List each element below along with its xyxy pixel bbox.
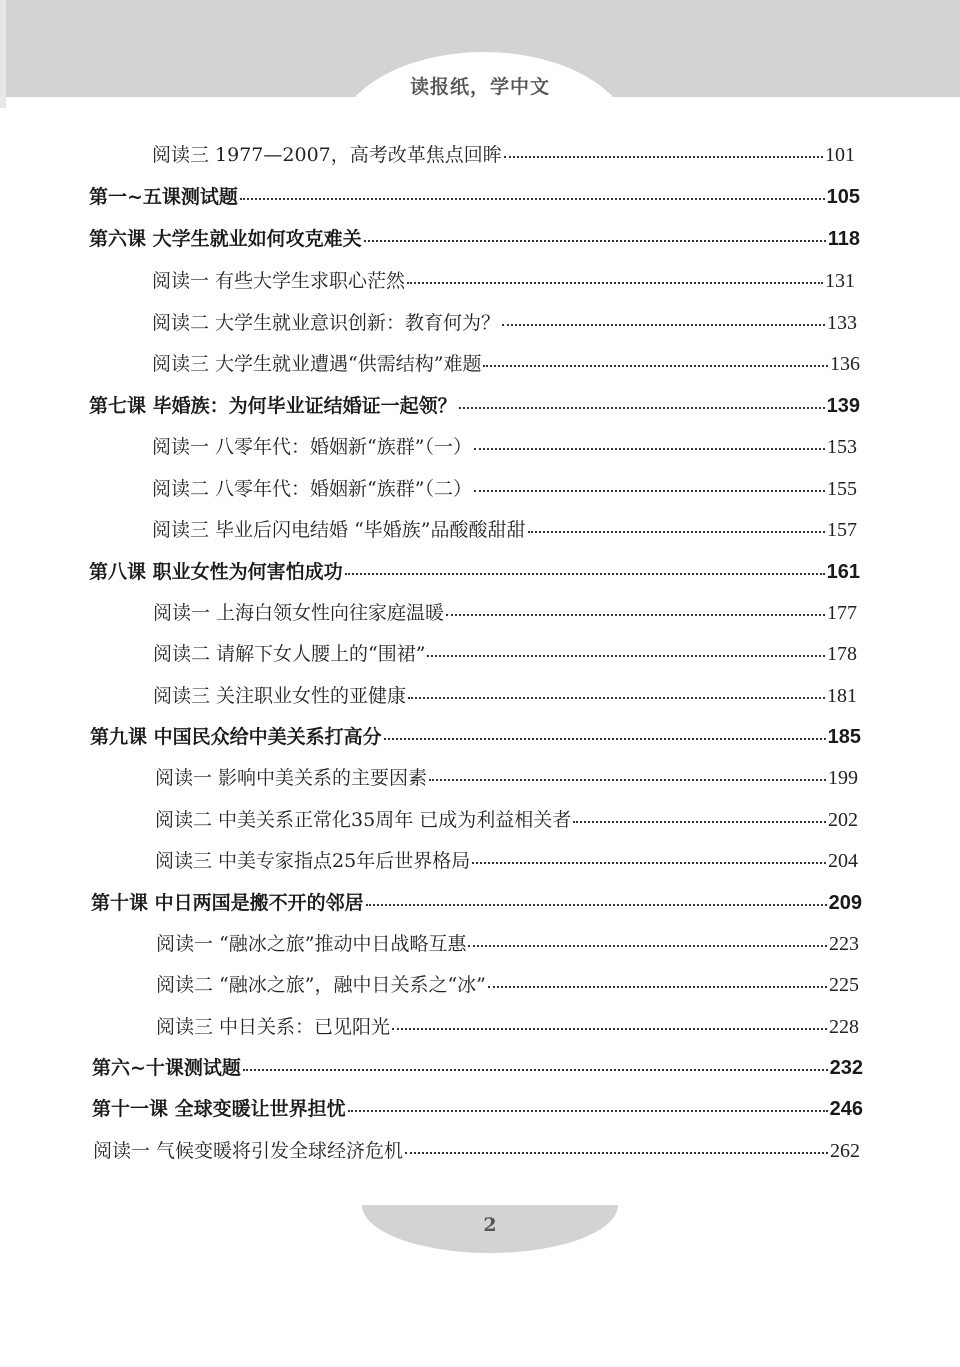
dot-leader bbox=[348, 1110, 828, 1112]
toc-entry-title: 阅读三 关注职业女性的亚健康 bbox=[153, 685, 407, 707]
dot-leader bbox=[483, 365, 828, 367]
dot-leader bbox=[474, 490, 825, 492]
dot-leader bbox=[392, 1028, 827, 1030]
toc-lesson-entry[interactable] bbox=[91, 888, 862, 915]
toc-entry-title: 阅读三 大学生就业遭遇“供需结构”难题 bbox=[152, 353, 482, 375]
toc-lesson-entry[interactable] bbox=[89, 224, 860, 251]
toc-entry-page-number: 161 bbox=[826, 561, 860, 583]
toc-reading-entry[interactable] bbox=[152, 432, 857, 459]
dot-leader bbox=[502, 324, 825, 326]
toc-entry-page-number: 209 bbox=[828, 892, 862, 914]
toc-entry-title: 阅读一 八零年代：婚姻新“族群”（一） bbox=[152, 436, 472, 458]
dot-leader bbox=[405, 1152, 828, 1154]
toc-entry-title: 阅读一 上海白领女性向往家庭温暖 bbox=[153, 602, 445, 624]
toc-entry-page-number: 228 bbox=[829, 1016, 859, 1038]
toc-reading-entry[interactable] bbox=[152, 349, 860, 376]
toc-reading-entry[interactable] bbox=[153, 681, 857, 708]
dot-leader bbox=[459, 407, 825, 409]
toc-entry-title: 第七课 毕婚族：为何毕业证结婚证一起领？ bbox=[89, 395, 457, 417]
running-header-title: 读报纸，学中文 bbox=[409, 76, 550, 98]
toc-entry-page-number: 225 bbox=[829, 974, 859, 996]
dot-leader bbox=[468, 945, 827, 947]
dot-leader bbox=[240, 198, 825, 200]
toc-lesson-entry[interactable] bbox=[92, 1053, 863, 1080]
toc-entry-title: 第十一课 全球变暖让世界担忧 bbox=[92, 1098, 346, 1120]
toc-entry-page-number: 153 bbox=[827, 436, 857, 458]
toc-entry-page-number: 223 bbox=[829, 933, 859, 955]
dot-leader bbox=[408, 697, 825, 699]
toc-entry-title: 阅读三 毕业后闪电结婚 “毕婚族”品酸酸甜甜 bbox=[152, 519, 526, 541]
page-number: 2 bbox=[483, 1214, 497, 1236]
dot-leader bbox=[528, 531, 825, 533]
toc-entry-page-number: 177 bbox=[827, 602, 857, 624]
toc-reading-entry[interactable] bbox=[155, 846, 858, 873]
toc-entry-page-number: 202 bbox=[828, 809, 858, 831]
toc-reading-entry[interactable] bbox=[155, 805, 858, 832]
toc-reading-entry[interactable] bbox=[156, 970, 859, 997]
toc-entry-page-number: 155 bbox=[827, 478, 857, 500]
toc-entry-page-number: 246 bbox=[829, 1098, 863, 1120]
toc-entry-page-number: 185 bbox=[827, 726, 861, 748]
toc-reading-entry[interactable] bbox=[153, 598, 857, 625]
toc-entry-page-number: 131 bbox=[825, 270, 855, 292]
dot-leader bbox=[504, 156, 823, 158]
toc-reading-entry[interactable] bbox=[156, 929, 859, 956]
dot-leader bbox=[472, 862, 826, 864]
toc-lesson-entry[interactable] bbox=[89, 557, 860, 584]
dot-leader bbox=[366, 904, 827, 906]
toc-entry-title: 阅读一 气候变暖将引发全球经济危机 bbox=[93, 1140, 404, 1162]
toc-lesson-entry[interactable] bbox=[92, 1094, 863, 1121]
toc-lesson-entry[interactable] bbox=[90, 722, 861, 749]
toc-reading-entry[interactable] bbox=[152, 308, 857, 335]
toc-entry-page-number: 199 bbox=[828, 767, 858, 789]
dot-leader bbox=[364, 240, 826, 242]
toc-entry-title: 第九课 中国民众给中美关系打高分 bbox=[90, 726, 382, 748]
toc-entry-page-number: 181 bbox=[827, 685, 857, 707]
toc-reading-entry[interactable] bbox=[152, 266, 855, 293]
dot-leader bbox=[243, 1069, 828, 1071]
toc-lesson-entry[interactable] bbox=[89, 182, 860, 209]
toc-entry-title: 阅读三 1977—2007，高考改革焦点回眸 bbox=[152, 144, 502, 166]
toc-entry-title: 阅读三 中日关系：已见阳光 bbox=[156, 1016, 391, 1038]
toc-reading-entry[interactable] bbox=[93, 1136, 860, 1163]
dot-leader bbox=[446, 614, 825, 616]
toc-entry-page-number: 232 bbox=[829, 1057, 863, 1079]
toc-entry-page-number: 105 bbox=[826, 186, 860, 208]
toc-reading-entry[interactable] bbox=[152, 474, 857, 501]
toc-entry-page-number: 157 bbox=[827, 519, 857, 541]
dot-leader bbox=[427, 655, 825, 657]
toc-entry-page-number: 136 bbox=[830, 353, 860, 375]
toc-entry-title: 第六课 大学生就业如何攻克难关 bbox=[89, 228, 362, 250]
toc-entry-page-number: 118 bbox=[827, 228, 860, 250]
dot-leader bbox=[474, 448, 825, 450]
dot-leader bbox=[429, 779, 826, 781]
toc-entry-page-number: 204 bbox=[828, 850, 858, 872]
toc-reading-entry[interactable] bbox=[152, 515, 857, 542]
toc-entry-page-number: 178 bbox=[827, 643, 857, 665]
toc-entry-title: 第八课 职业女性为何害怕成功 bbox=[89, 561, 343, 583]
toc-entry-page-number: 133 bbox=[827, 312, 857, 334]
dot-leader bbox=[345, 573, 825, 575]
toc-entry-title: 阅读一 “融冰之旅”推动中日战略互惠 bbox=[156, 933, 467, 955]
toc-reading-entry[interactable] bbox=[153, 639, 857, 666]
dot-leader bbox=[384, 738, 826, 740]
toc-entry-title: 阅读二 请解下女人腰上的“围裙” bbox=[153, 643, 426, 665]
toc-entry-page-number: 139 bbox=[826, 395, 860, 417]
toc-entry-title: 阅读二 八零年代：婚姻新“族群”（二） bbox=[152, 478, 472, 500]
toc-reading-entry[interactable] bbox=[155, 763, 858, 790]
toc-lesson-entry[interactable] bbox=[89, 391, 860, 418]
dot-leader bbox=[573, 821, 826, 823]
toc-entry-title: 第十课 中日两国是搬不开的邻居 bbox=[91, 892, 364, 914]
toc-entry-title: 第六~十课测试题 bbox=[92, 1057, 241, 1079]
toc-reading-entry[interactable] bbox=[156, 1012, 859, 1039]
toc-entry-title: 阅读二 中美关系正常化35周年 已成为利益相关者 bbox=[155, 809, 572, 831]
toc-reading-entry[interactable] bbox=[152, 140, 855, 167]
toc-entry-page-number: 262 bbox=[830, 1140, 860, 1162]
toc-entry-title: 阅读三 中美专家指点25年后世界格局 bbox=[155, 850, 471, 872]
toc-entry-title: 阅读一 影响中美关系的主要因素 bbox=[155, 767, 428, 789]
toc-entry-title: 阅读一 有些大学生求职心茫然 bbox=[152, 270, 406, 292]
toc-entry-title: 阅读二 大学生就业意识创新：教育何为？ bbox=[152, 312, 501, 334]
toc-entry-title: 阅读二 “融冰之旅”，融中日关系之“冰” bbox=[156, 974, 486, 996]
toc-entry-title: 第一~五课测试题 bbox=[89, 186, 238, 208]
toc-entry-page-number: 101 bbox=[825, 144, 855, 166]
dot-leader bbox=[407, 282, 823, 284]
dot-leader bbox=[488, 986, 827, 988]
